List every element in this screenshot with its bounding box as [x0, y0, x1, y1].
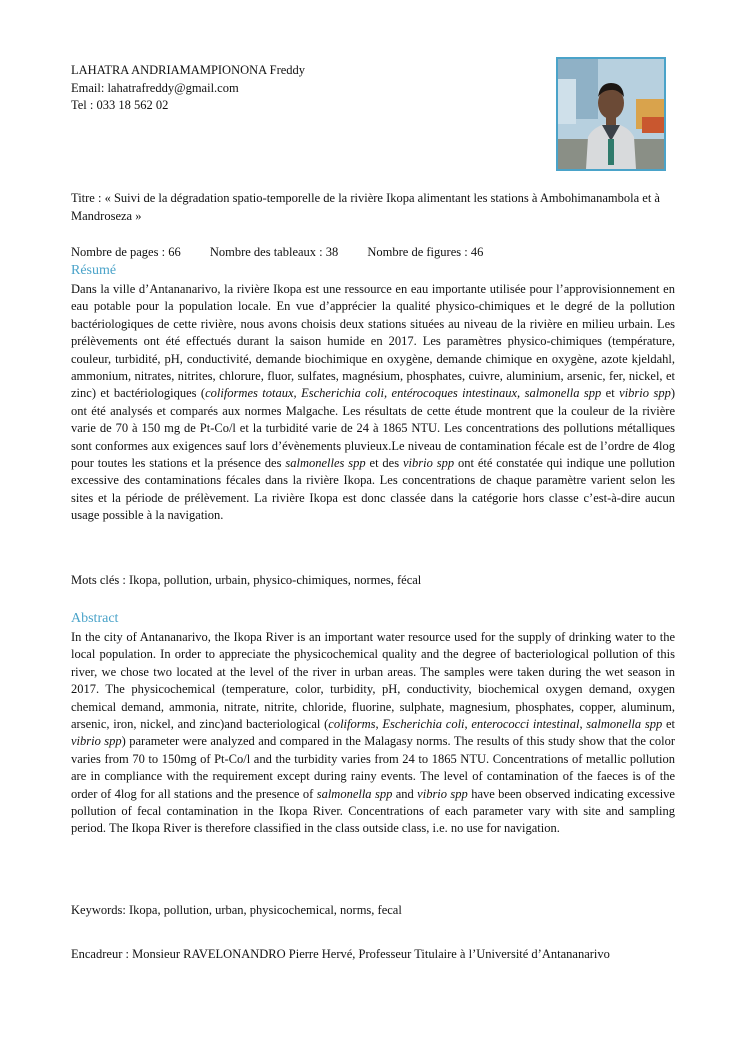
author-email: Email: lahatrafreddy@gmail.com	[71, 80, 239, 95]
resume-text-join-3: et des	[365, 456, 403, 471]
author-block	[71, 62, 305, 115]
abstract-text-join-2: ,	[464, 717, 472, 732]
abstract-paragraph	[71, 629, 675, 838]
abstract-italic-4: salmonella spp	[586, 717, 663, 732]
abstract-italic-2: Escherichia coli	[382, 717, 465, 732]
abstract-text-3: have been observed indicating excessive pollution of fecal contamination in the Ikopa River. Concentrations of each parameter vary with site and sampling period. The Ikopa River is therefore classified in the class outside class, i.e. no use for navigation.	[71, 786, 675, 836]
encadreur: Encadreur : Monsieur RAVELONANDRO Pierre Hervé, Professeur Titulaire à l’Université d’Antananarivo	[71, 947, 610, 961]
resume-text-3: ont été constatée qui indique une pollution excessive des contaminations fécales dans la rivière Ikopa. Les concentrations de chaque paramètre varient selon les sites et la période de prélèvement. La rivière Ikopa est donc classée dans la catégorie hors classe c’est-à-dire aucun usage possible à la navigation.	[71, 456, 675, 523]
resume-italic-4: vibrio spp	[402, 456, 455, 471]
abstract-italic-3: enterococci intestinal	[471, 717, 580, 732]
resume-paragraph	[71, 281, 675, 525]
resume-text-2: ) ont été analysés et comparés aux normes Malgache. Les résultats de cette étude montrent que la couleur de la rivière varie de 70 à 150 mg de Pt-Co/l et la turbidité varie de 24 à 1865 NTU. Les concentrations des pollutions métalliques sont conformes aux exigences sauf lors d’évènements pluvieux.Le niveau de contamination fécale est de l’ordre de 4log pour toutes les stations et la présence des	[71, 386, 675, 471]
abstract-text-2: ) parameter were analyzed and compared in the Malagasy norms. The results of this study show that the color varies from 70 to 150mg of Pt-Co/l and the turbidity varies from 24 to 1865 NTU. Concentrations of metallic pollution are in compliance with the requirement except during rainy events. The level of contamination of the faeces is of the order of 4log for all stations and the presence of	[71, 734, 675, 801]
resume-text-1: Dans la ville d’Antananarivo, la rivière Ikopa est une ressource en eau importante utilisée pour l’approvisionnement en eau potable pour la population locale. En vue d’apprécier la qualité physico-chimiques et le degré de la pollution bactériologiques de cette rivière, nous avons choisis deux stations situées au niveau de la rivière en milieu urbain. Les prélèvements ont été effectués durant la saison humide en 2017. Les paramètres physico-chimiques (température, couleur, turbidité, pH, conductivité, demande biochimique en oxygène, demande chimique en oxygène, azote kjeldahl, ammonium, nitrates, nitrites, chlorure, fluor, sulfates, magnésium, phosphates, cuivre, aluminium, arsenic, fer, nickel, et zinc) et bactériologiques (	[71, 282, 675, 401]
abstract-heading: Abstract	[71, 611, 119, 626]
abstract-italic-5: vibrio spp	[71, 734, 122, 749]
abstract-italic-6: salmonella spp	[316, 786, 393, 801]
resume-text-join-1: et	[601, 386, 620, 401]
abstract-text-join-6: and	[392, 786, 418, 801]
author-name: LAHATRA ANDRIAMAMPIONONA Freddy	[71, 63, 306, 77]
resume-italic-1: coliformes totaux, Escherichia coli, entérocoques intestinaux, salmonella spp	[205, 386, 602, 401]
table-count: Nombre des tableaux : 38	[209, 245, 339, 259]
abstract-text-join-3: ,	[579, 717, 587, 732]
keywords: Keywords: Ikopa, pollution, urban, physicochemical, norms, fecal	[71, 903, 402, 917]
abstract-italic-1: coliforms	[328, 717, 376, 732]
resume-heading: Résumé	[71, 263, 117, 278]
author-photo-image	[558, 59, 664, 169]
abstract-text-join-1: ,	[375, 717, 383, 732]
author-photo	[556, 57, 666, 171]
abstract-text-join-4: et	[662, 717, 675, 732]
page-count: Nombre de pages : 66	[71, 245, 181, 259]
abstract-text-1: In the city of Antananarivo, the Ikopa River is an important water resource used for the supply of drinking water to the local population. In order to appreciate the physicochemical quality and the degree of bacteriological pollution of this river, we chose two located at the level of the river in urban areas. The samples were taken during the wet season in 2017. The physicochemical (temperature, color, turbidity, pH, conductivity, biochemical oxygen demand, oxygen chemical demand, ammonia, nitrate, nitrite, chloride, fluorine, sulphate, magnesium, phosphates, copper, aluminum, arsenic, iron, nickel, and zinc)and bacteriological (	[71, 630, 675, 732]
thesis-title: Titre : « Suivi de la dégradation spatio-temporelle de la rivière Ikopa alimentant les stations à Ambohimanambola et à Mandroseza »	[71, 191, 660, 223]
mots-cles: Mots clés : Ikopa, pollution, urbain, physico-chimiques, normes, fécal	[71, 573, 422, 587]
figure-count: Nombre de figures : 46	[367, 245, 484, 259]
document-counts	[71, 244, 483, 262]
author-phone: Tel : 033 18 562 02	[71, 98, 169, 112]
abstract-italic-7: vibrio spp	[417, 786, 468, 801]
resume-italic-2: vibrio spp	[619, 386, 671, 401]
resume-italic-3: salmonelles spp	[285, 456, 366, 471]
